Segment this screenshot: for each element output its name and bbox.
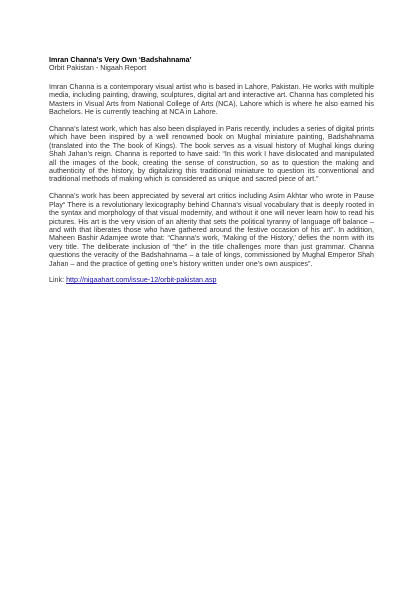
document-page bbox=[49, 56, 374, 285]
link-line bbox=[49, 276, 374, 284]
paragraph-intro: Imran Channa is a contemporary visual artist who is based in Lahore, Pakistan. He works with multiple media, including painting, drawing, sculptures, digital art and interactive art. Channa has completed his Masters in Visual Arts from National College of Arts (NCA), Lahore which is where he also earned his Bachelors. He is currently teaching at NCA in Lahore. bbox=[49, 82, 374, 117]
source-link[interactable]: http://nigaahart.com/issue-12/orbit-pakistan.asp bbox=[66, 276, 217, 285]
article-title: Imran Channa’s Very Own ‘Badshahnama’ bbox=[49, 56, 192, 64]
paragraph-latest-work: Channa’s latest work, which has also been displayed in Paris recently, includes a series of digital prints which have been inspired by a well renowned book on Mughal miniature painting, Badshahnama (translated into the The book of Kings). The book serves as a visual history of Mughal kings during Shah Jahan’s reign. Channa is reported to have said: “In this work I have dislocated and manipulated all the images of the book, creating the sense of construction, so as to question the making and authenticity of the history, by digitalizing this traditional miniature to question its conventional and traditional methods of making which is considered as unique and sacred piece of art.” bbox=[49, 124, 374, 184]
article-subtitle: Orbit Pakistan - Nigaah Report bbox=[49, 64, 147, 73]
paragraph-critics: Channa’s work has been appreciated by several art critics including Asim Akhtar who wrote in Pause Play“ There is a revolutionary lexicography behind Channa’s visual vocabulary that is deeply rooted in the syntax and morphology of that visual modernity, and without it one will never learn how to read his pictures. His art is the very vision of an alterity that sets the political tyranny of language off balance – and with that liberates those who have gathered around the festive occasion of his art”. In addition, Maheen Bashir Adamjee wrote that: “Channa’s work, ‘Making of the History,’ defies the norm with its very title. The deliberate inclusion of “the” in the title challenges more than just grammar. Channa questions the veracity of the Badshahnama – a tale of kings, commissioned by Mughal Emperor Shah Jahan – and the practice of getting one’s history written under one’s own auspices”. bbox=[49, 192, 374, 268]
link-label: Link: bbox=[49, 276, 67, 285]
